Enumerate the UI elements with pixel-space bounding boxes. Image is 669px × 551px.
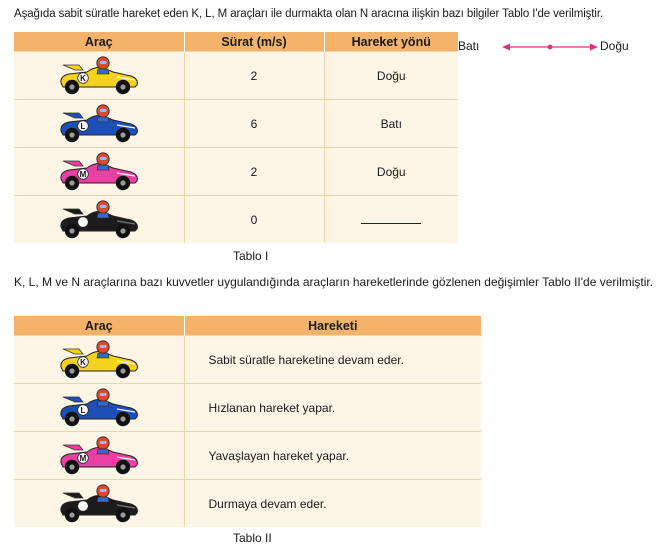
table-row — [14, 384, 481, 432]
table-2-header-row — [14, 316, 481, 336]
header-vehicle: Araç — [14, 316, 184, 336]
direction-cell: Doğu — [324, 52, 458, 100]
vehicle-cell — [14, 196, 184, 244]
speed-cell: 6 — [184, 100, 324, 148]
vehicle-cell — [14, 480, 184, 528]
race-car-m-icon — [57, 436, 141, 476]
svg-text:M: M — [79, 453, 87, 463]
vehicle-cell — [14, 52, 184, 100]
table-1-header-row — [14, 32, 458, 52]
header-speed: Sürat (m/s) — [184, 32, 324, 52]
table-1-caption: Tablo I — [233, 249, 269, 263]
svg-text:N: N — [79, 501, 86, 511]
svg-text:M: M — [79, 169, 87, 179]
svg-text:K: K — [79, 73, 86, 83]
svg-text:N: N — [79, 217, 86, 227]
svg-text:L: L — [80, 121, 86, 131]
motion-cell: Durmaya devam eder. — [184, 480, 481, 528]
motion-cell: Yavaşlayan hareket yapar. — [184, 432, 481, 480]
header-motion: Hareketi — [184, 316, 481, 336]
table-2-caption: Tablo II — [233, 531, 272, 545]
direction-cell — [324, 196, 458, 244]
race-car-k-icon — [57, 340, 141, 380]
table-row — [14, 196, 458, 244]
vehicle-cell — [14, 384, 184, 432]
paragraph-2: K, L, M ve N araçlarına bazı kuvvetler uygulandığında araçların hareketlerinde gözlenen değişimler Tablo II'de verilmiştir. — [14, 275, 654, 289]
speed-cell: 2 — [184, 148, 324, 196]
direction-cell: Doğu — [324, 148, 458, 196]
east-west-arrow-icon — [502, 42, 598, 52]
motion-cell: Hızlanan hareket yapar. — [184, 384, 481, 432]
table-row — [14, 432, 481, 480]
race-car-n-icon — [57, 484, 141, 524]
race-car-k-icon — [57, 56, 141, 96]
west-label: Batı — [458, 39, 480, 53]
vehicle-cell — [14, 100, 184, 148]
race-car-l-icon — [57, 388, 141, 428]
svg-text:K: K — [79, 357, 86, 367]
table-row — [14, 100, 458, 148]
table-2 — [14, 316, 481, 527]
vehicle-cell — [14, 148, 184, 196]
race-car-l-icon — [57, 104, 141, 144]
header-direction: Hareket yönü — [324, 32, 458, 52]
header-vehicle: Araç — [14, 32, 184, 52]
table-1 — [14, 32, 458, 243]
motion-cell: Sabit süratle hareketine devam eder. — [184, 336, 481, 384]
speed-cell: 0 — [184, 196, 324, 244]
svg-text:L: L — [80, 405, 86, 415]
speed-cell: 2 — [184, 52, 324, 100]
table-row — [14, 480, 481, 528]
intro-text: Aşağıda sabit süratle hareket eden K, L, M araçları ile durmakta olan N aracına ilişkin bazı bilgiler Tablo I'de verilmiştir. — [14, 8, 604, 20]
table-row — [14, 336, 481, 384]
blank-line — [361, 215, 421, 224]
east-label: Doğu — [600, 39, 629, 53]
vehicle-cell — [14, 432, 184, 480]
direction-cell: Batı — [324, 100, 458, 148]
race-car-n-icon — [57, 200, 141, 240]
race-car-m-icon — [57, 152, 141, 192]
table-row — [14, 52, 458, 100]
table-row — [14, 148, 458, 196]
vehicle-cell — [14, 336, 184, 384]
